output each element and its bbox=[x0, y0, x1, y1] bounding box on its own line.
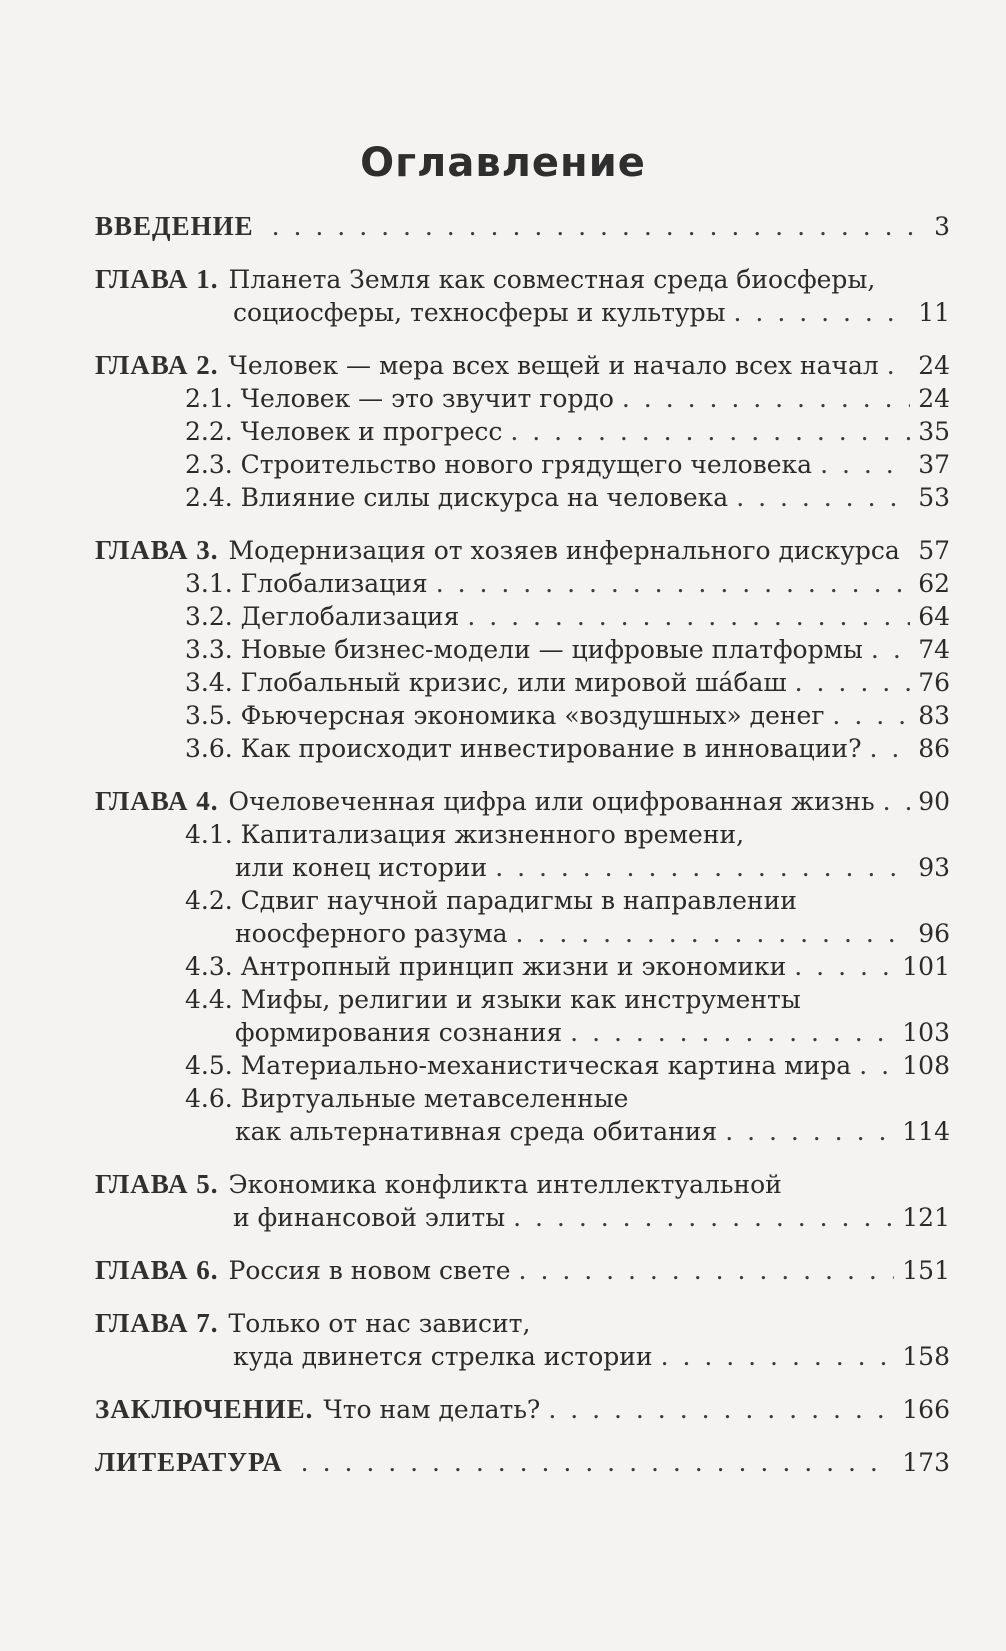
dot-leader bbox=[871, 633, 910, 666]
toc-title: 2.2. Человек и прогресс bbox=[185, 417, 503, 446]
toc-title: 2.4. Влияние силы дискурса на человека bbox=[185, 483, 729, 512]
toc-line bbox=[95, 785, 950, 818]
page-number: 64 bbox=[918, 602, 950, 631]
toc-line bbox=[95, 1201, 950, 1234]
toc-label: ГЛАВА 6. bbox=[95, 1255, 219, 1285]
toc-title: Очеловеченная цифра или оцифрованная жизнь bbox=[228, 787, 875, 816]
toc-chapter bbox=[95, 349, 950, 382]
toc-label: ГЛАВА 3. bbox=[95, 535, 219, 565]
page-number: 93 bbox=[918, 853, 950, 882]
section-gap bbox=[95, 243, 950, 263]
toc-chapter bbox=[95, 1254, 950, 1287]
toc-line bbox=[95, 210, 950, 243]
dot-leader bbox=[794, 950, 894, 983]
toc-subsection bbox=[95, 950, 950, 983]
page-number: 24 bbox=[918, 351, 950, 380]
toc-chapter bbox=[95, 1393, 950, 1426]
toc-title: 4.1. Капитализация жизненного времени, bbox=[185, 820, 745, 849]
toc-title: 3.1. Глобализация bbox=[185, 569, 428, 598]
toc-line bbox=[95, 732, 950, 765]
toc-label: ГЛАВА 4. bbox=[95, 786, 219, 816]
toc-chapter bbox=[95, 210, 950, 243]
toc-line bbox=[95, 818, 950, 851]
page-number: 24 bbox=[918, 384, 950, 413]
toc-title: Только от нас зависит, bbox=[228, 1309, 531, 1338]
dot-leader bbox=[301, 1446, 895, 1479]
toc-subsection bbox=[95, 600, 950, 633]
toc-line bbox=[95, 983, 950, 1016]
toc-line bbox=[95, 884, 950, 917]
toc-line bbox=[95, 1082, 950, 1115]
section-gap bbox=[95, 1148, 950, 1168]
dot-leader bbox=[519, 1254, 895, 1287]
page-number: 62 bbox=[918, 569, 950, 598]
toc-subsection bbox=[95, 633, 950, 666]
toc-title: Планета Земля как совместная среда биосферы, bbox=[228, 265, 876, 294]
toc-label: ГЛАВА 1. bbox=[95, 264, 219, 294]
toc-line bbox=[95, 1307, 950, 1340]
dot-leader bbox=[622, 382, 910, 415]
page-number: 121 bbox=[902, 1203, 950, 1232]
toc-line bbox=[95, 382, 950, 415]
toc-subsection bbox=[95, 983, 950, 1049]
toc-title: Человек — мера всех вещей и начало всех начал bbox=[228, 351, 879, 380]
dot-leader bbox=[883, 785, 911, 818]
toc-title: 2.3. Строительство нового грядущего человека bbox=[185, 450, 813, 479]
toc-title: 3.5. Фьючерсная экономика «воздушных» денег bbox=[185, 701, 825, 730]
toc-title: 4.2. Сдвиг научной парадигмы в направлении bbox=[185, 886, 797, 915]
toc-line bbox=[95, 349, 950, 382]
dot-leader bbox=[725, 1115, 894, 1148]
toc-subsection bbox=[95, 818, 950, 884]
toc-label: ЛИТЕРАТУРА bbox=[95, 1447, 283, 1477]
toc-line bbox=[95, 567, 950, 600]
page-number: 11 bbox=[918, 298, 950, 327]
page-number: 53 bbox=[918, 483, 950, 512]
toc-title: 3.2. Деглобализация bbox=[185, 602, 460, 631]
toc-subsection bbox=[95, 448, 950, 481]
page-number: 86 bbox=[918, 734, 950, 763]
page-number: 114 bbox=[902, 1117, 950, 1146]
toc-subsection bbox=[95, 732, 950, 765]
toc-label: ВВЕДЕНИЕ bbox=[95, 211, 254, 241]
toc-line bbox=[95, 917, 950, 950]
page-number: 57 bbox=[918, 536, 950, 565]
toc-line bbox=[95, 296, 950, 329]
toc-title: социосферы, техносферы и культуры bbox=[233, 298, 726, 327]
page-number: 3 bbox=[934, 212, 950, 241]
toc-line bbox=[95, 1049, 950, 1082]
section-gap bbox=[95, 765, 950, 785]
section-gap bbox=[95, 329, 950, 349]
toc-line bbox=[95, 1168, 950, 1201]
section-gap bbox=[95, 1373, 950, 1393]
dot-leader bbox=[436, 567, 910, 600]
toc-line bbox=[95, 1016, 950, 1049]
toc-title: 3.6. Как происходит инвестирование в инновации? bbox=[185, 734, 862, 763]
toc-title: или конец истории bbox=[235, 853, 488, 882]
toc-line bbox=[95, 1254, 950, 1287]
section-gap bbox=[95, 1287, 950, 1307]
toc-title: Что нам делать? bbox=[323, 1395, 541, 1424]
toc-line bbox=[95, 448, 950, 481]
toc-title: куда двинется стрелка истории bbox=[233, 1342, 653, 1371]
toc-title: Россия в новом свете bbox=[228, 1256, 511, 1285]
dot-leader bbox=[661, 1340, 895, 1373]
page-number: 96 bbox=[918, 919, 950, 948]
dot-leader bbox=[887, 349, 910, 382]
toc-title: 3.4. Глобальный кризис, или мировой ша́баш bbox=[185, 668, 787, 697]
dot-leader bbox=[272, 210, 926, 243]
page-number: 83 bbox=[918, 701, 950, 730]
toc-subsection bbox=[95, 1049, 950, 1082]
toc-line bbox=[95, 699, 950, 732]
toc-line bbox=[95, 415, 950, 448]
toc-line bbox=[95, 950, 950, 983]
page-number: 90 bbox=[918, 787, 950, 816]
toc-chapter bbox=[95, 1446, 950, 1479]
page-number: 166 bbox=[902, 1395, 950, 1424]
dot-leader bbox=[795, 666, 911, 699]
toc-label: ГЛАВА 7. bbox=[95, 1308, 219, 1338]
page-number: 173 bbox=[902, 1448, 950, 1477]
section-gap bbox=[95, 514, 950, 534]
toc-chapter bbox=[95, 1168, 950, 1234]
toc-label: ГЛАВА 2. bbox=[95, 350, 219, 380]
page-number: 108 bbox=[902, 1051, 950, 1080]
dot-leader bbox=[570, 1016, 894, 1049]
toc-label: ЗАКЛЮЧЕНИЕ. bbox=[95, 1394, 314, 1424]
dot-leader bbox=[820, 448, 910, 481]
toc-subsection bbox=[95, 567, 950, 600]
dot-leader bbox=[467, 600, 910, 633]
dot-leader bbox=[869, 732, 910, 765]
dot-leader bbox=[495, 851, 910, 884]
toc-title: ноосферного разума bbox=[235, 919, 508, 948]
toc-title: 4.4. Мифы, религии и языки как инструменты bbox=[185, 985, 801, 1014]
toc-line bbox=[95, 263, 950, 296]
dot-leader bbox=[516, 917, 911, 950]
table-of-contents bbox=[95, 210, 950, 1479]
toc-line bbox=[95, 666, 950, 699]
toc-subsection bbox=[95, 481, 950, 514]
page-number: 103 bbox=[902, 1018, 950, 1047]
dot-leader bbox=[734, 296, 911, 329]
toc-subsection bbox=[95, 884, 950, 950]
toc-subsection bbox=[95, 699, 950, 732]
toc-title: 4.3. Антропный принцип жизни и экономики bbox=[185, 952, 787, 981]
dot-leader bbox=[859, 1049, 894, 1082]
toc-chapter bbox=[95, 785, 950, 818]
toc-title: и финансовой элиты bbox=[233, 1203, 506, 1232]
toc-title: 2.1. Человек — это звучит гордо bbox=[185, 384, 614, 413]
page-title: Оглавление bbox=[360, 140, 646, 186]
toc-line bbox=[95, 534, 950, 567]
toc-subsection bbox=[95, 666, 950, 699]
toc-line bbox=[95, 1393, 950, 1426]
page-number: 35 bbox=[918, 417, 950, 446]
dot-leader bbox=[736, 481, 910, 514]
page-number: 76 bbox=[918, 668, 950, 697]
toc-title: формирования сознания bbox=[235, 1018, 563, 1047]
toc-line bbox=[95, 1340, 950, 1373]
page-number: 101 bbox=[902, 952, 950, 981]
page-number: 37 bbox=[918, 450, 950, 479]
toc-line bbox=[95, 600, 950, 633]
toc-subsection bbox=[95, 1082, 950, 1148]
toc-chapter bbox=[95, 1307, 950, 1373]
toc-title: Экономика конфликта интеллектуальной bbox=[228, 1170, 782, 1199]
dot-leader bbox=[510, 415, 910, 448]
page-number: 74 bbox=[918, 635, 950, 664]
toc-chapter bbox=[95, 534, 950, 567]
toc-title: как альтернативная среда обитания bbox=[235, 1117, 718, 1146]
dot-leader bbox=[548, 1393, 894, 1426]
section-gap bbox=[95, 1234, 950, 1254]
toc-chapter bbox=[95, 263, 950, 329]
toc-line bbox=[95, 633, 950, 666]
page-number: 151 bbox=[902, 1256, 950, 1285]
toc-line bbox=[95, 481, 950, 514]
toc-line bbox=[95, 851, 950, 884]
toc-title: 4.6. Виртуальные метавселенные bbox=[185, 1084, 629, 1113]
section-gap bbox=[95, 1426, 950, 1446]
toc-subsection bbox=[95, 415, 950, 448]
toc-title: 3.3. Новые бизнес-модели — цифровые платформы bbox=[185, 635, 863, 664]
dot-leader bbox=[908, 534, 910, 567]
toc-line bbox=[95, 1446, 950, 1479]
page-number: 158 bbox=[902, 1342, 950, 1371]
dot-leader bbox=[513, 1201, 894, 1234]
toc-label: ГЛАВА 5. bbox=[95, 1169, 219, 1199]
toc-line bbox=[95, 1115, 950, 1148]
toc-title: 4.5. Материально-механистическая картина мира bbox=[185, 1051, 852, 1080]
dot-leader bbox=[832, 699, 910, 732]
toc-subsection bbox=[95, 382, 950, 415]
toc-title: Модернизация от хозяев инфернального дискурса bbox=[228, 536, 900, 565]
